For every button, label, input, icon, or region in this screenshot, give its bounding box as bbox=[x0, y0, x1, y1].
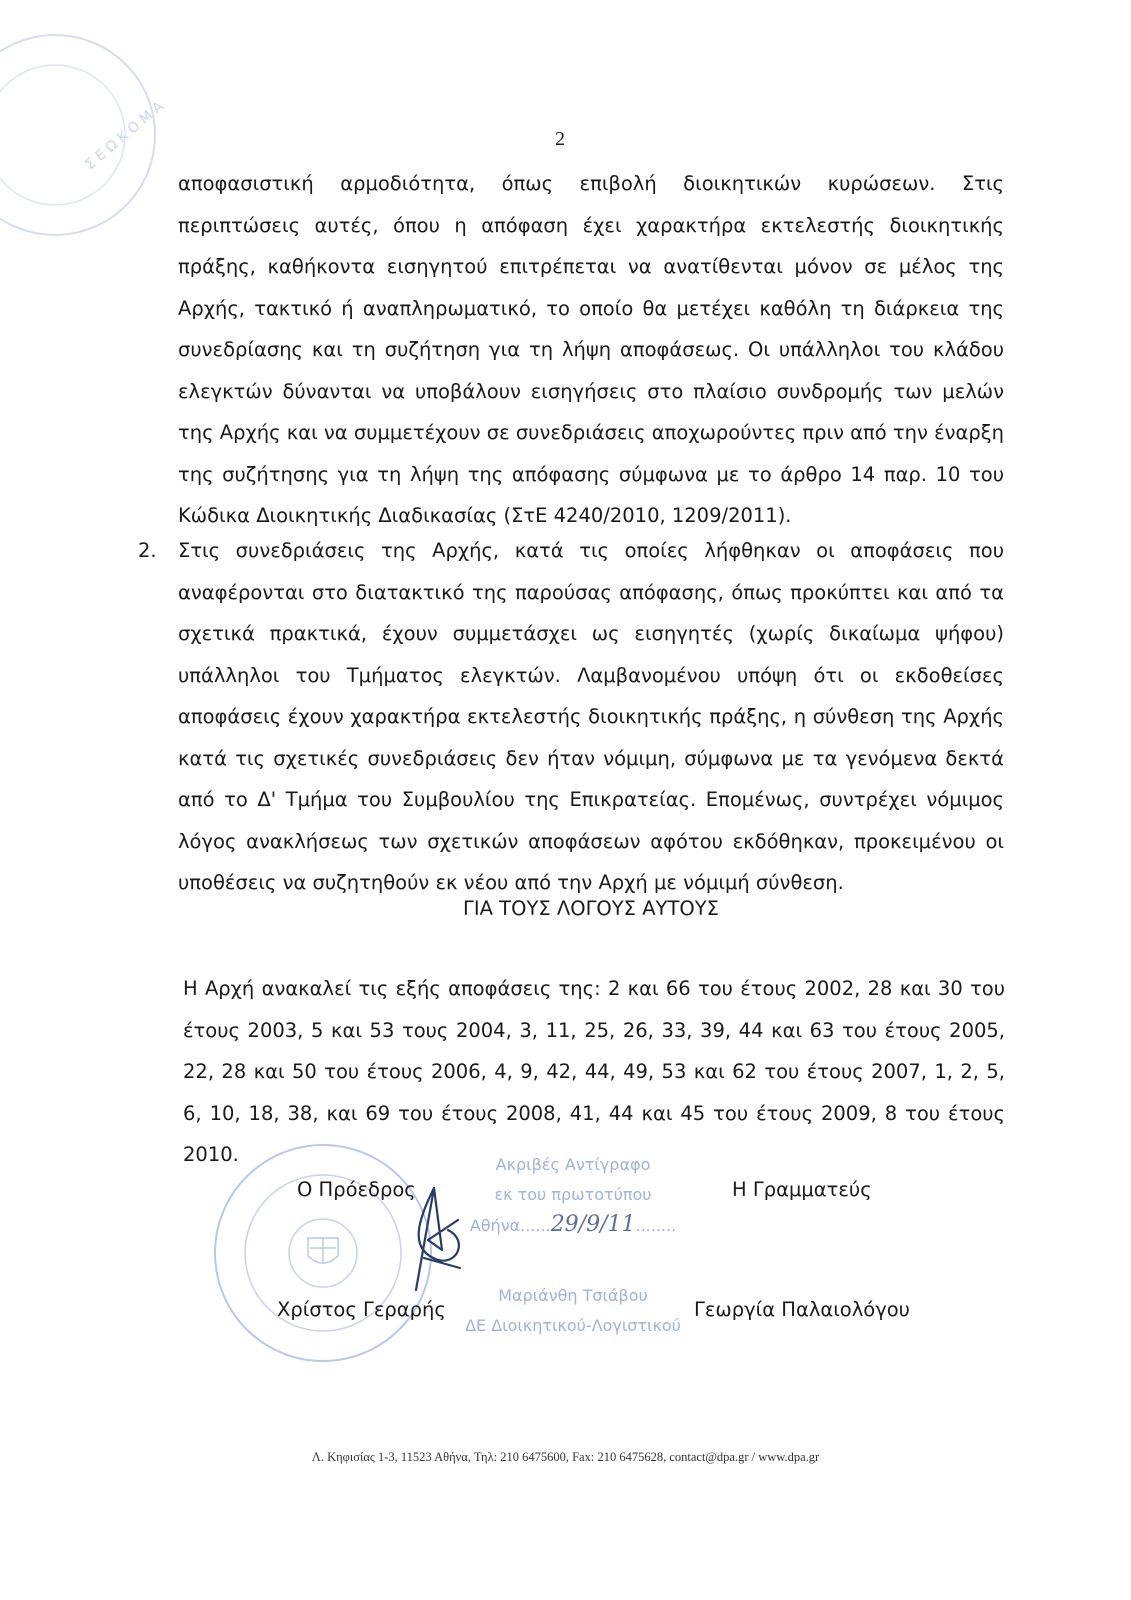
list-item-text: Στις συνεδριάσεις της Αρχής, κατά τις οποίες λήφθηκαν οι αποφάσεις που αναφέρονται στο διατακτικό της παρούσας απόφασης, όπως προκύπτει και από τα σχετικά πρακτικά, έχουν συμμετάσχει ως εισηγητές (χωρίς δικαίωμα ψήφου) υπάλληλοι του Τμήματος ελεγκτών. Λαμβανομένου υπόψη ότι οι εκδοθείσες αποφάσεις έχουν χαρακτήρα εκτελεστής διοικητικής πράξης, η σύνθεση της Αρχής κατά τις σχετικές συνεδριάσεις δεν ήταν νόμιμη, σύμφωνα με τα γενόμενα δεκτά από το Δ' Τμήμα του Συμβουλίου της Επικρατείας. Επομένως, συντρέχει νόμιμος λόγος ανακλήσεως των σχετικών αποφάσεων αφότου εκδόθηκαν, προκειμένου οι υποθέσεις να συζητηθούν εκ νέου από την Αρχή με νόμιμή σύνθεση. bbox=[178, 539, 1004, 894]
svg-text:Σ Ε Ω Κ Ο Μ Α: Σ Ε Ω Κ Ο Μ Α bbox=[82, 98, 167, 174]
list-item-2 bbox=[138, 530, 1004, 904]
decision-paragraph: Η Αρχή ανακαλεί τις εξής αποφάσεις της: 2 και 66 του έτους 2002, 28 και 30 του έτους 2003, 5 και 53 τους 2004, 3, 11, 25, 26, 33, 39, 44 και 63 του έτους 2005, 22, 28 και 50 του έτους 2006, 4, 9, 42, 44, 49, 53 και 62 του έτους 2007, 1, 2, 5, 6, 10, 18, 38, και 69 του έτους 2008, 41, 44 και 45 του έτους 2009, 8 του έτους 2010. bbox=[183, 977, 1005, 1166]
secretary-title: Η Γραμματεύς bbox=[732, 1178, 872, 1201]
copy-certification-stamp bbox=[438, 1150, 708, 1341]
president-title: Ο Πρόεδρος bbox=[297, 1178, 416, 1201]
page-number: 2 bbox=[555, 128, 565, 150]
list-number: 2. bbox=[138, 539, 157, 562]
president-name: Χρίστος Γεραρής bbox=[277, 1298, 446, 1321]
corner-seal-stamp bbox=[0, 20, 170, 250]
stamp-line-3: Αθήνα......29/9/11........ bbox=[469, 1212, 677, 1237]
stamp-line-1: Ακριβές Αντίγραφο bbox=[495, 1155, 651, 1174]
secretary-name: Γεωργία Παλαιολόγου bbox=[694, 1298, 910, 1321]
handwritten-signature bbox=[398, 1180, 478, 1300]
footer-contact: Λ. Κηφισίας 1-3, 11523 Αθήνα, Τηλ: 210 6475600, Fax: 210 6475628, contact@dpa.gr / www.dpa.gr bbox=[311, 1450, 820, 1464]
stamp-date: 29/9/11 bbox=[550, 1212, 636, 1237]
stamp-line-2: εκ του πρωτοτύπου bbox=[494, 1185, 652, 1204]
paragraph-1: αποφασιστική αρμοδιότητα, όπως επιβολή διοικητικών κυρώσεων. Στις περιπτώσεις αυτές, όπου η απόφαση έχει χαρακτήρα εκτελεστής διοικητικής πράξης, καθήκοντα εισηγητού επιτρέπεται να ανατίθενται μόνον σε μέλος της Αρχής, τακτικό ή αναπληρωματικό, το οποίο θα μετέχει καθόλη τη διάρκεια της συνεδρίασης και τη συζήτηση για τη λήψη αποφάσεως. Οι υπάλληλοι του κλάδου ελεγκτών δύνανται να υποβάλουν εισηγήσεις στο πλαίσιο συνδρομής των μελών της Αρχής και να συμμετέχουν σε συνεδριάσεις αποχωρούντες πριν από την έναρξη της συζήτησης για τη λήψη της απόφασης σύμφωνα με το άρθρο 14 παρ. 10 του Κώδικα Διοικητικής Διαδικασίας (ΣτΕ 4240/2010, 1209/2011). bbox=[178, 172, 1004, 527]
stamp-name: Μαριάνθη Τσιάβου bbox=[498, 1286, 648, 1305]
stamp-role: ΔΕ Διοικητικού-Λογιστικού bbox=[465, 1316, 681, 1335]
section-heading: ΓΙΑ ΤΟΥΣ ΛΟΓΟΥΣ ΑΥΤΟΥΣ bbox=[463, 897, 719, 920]
